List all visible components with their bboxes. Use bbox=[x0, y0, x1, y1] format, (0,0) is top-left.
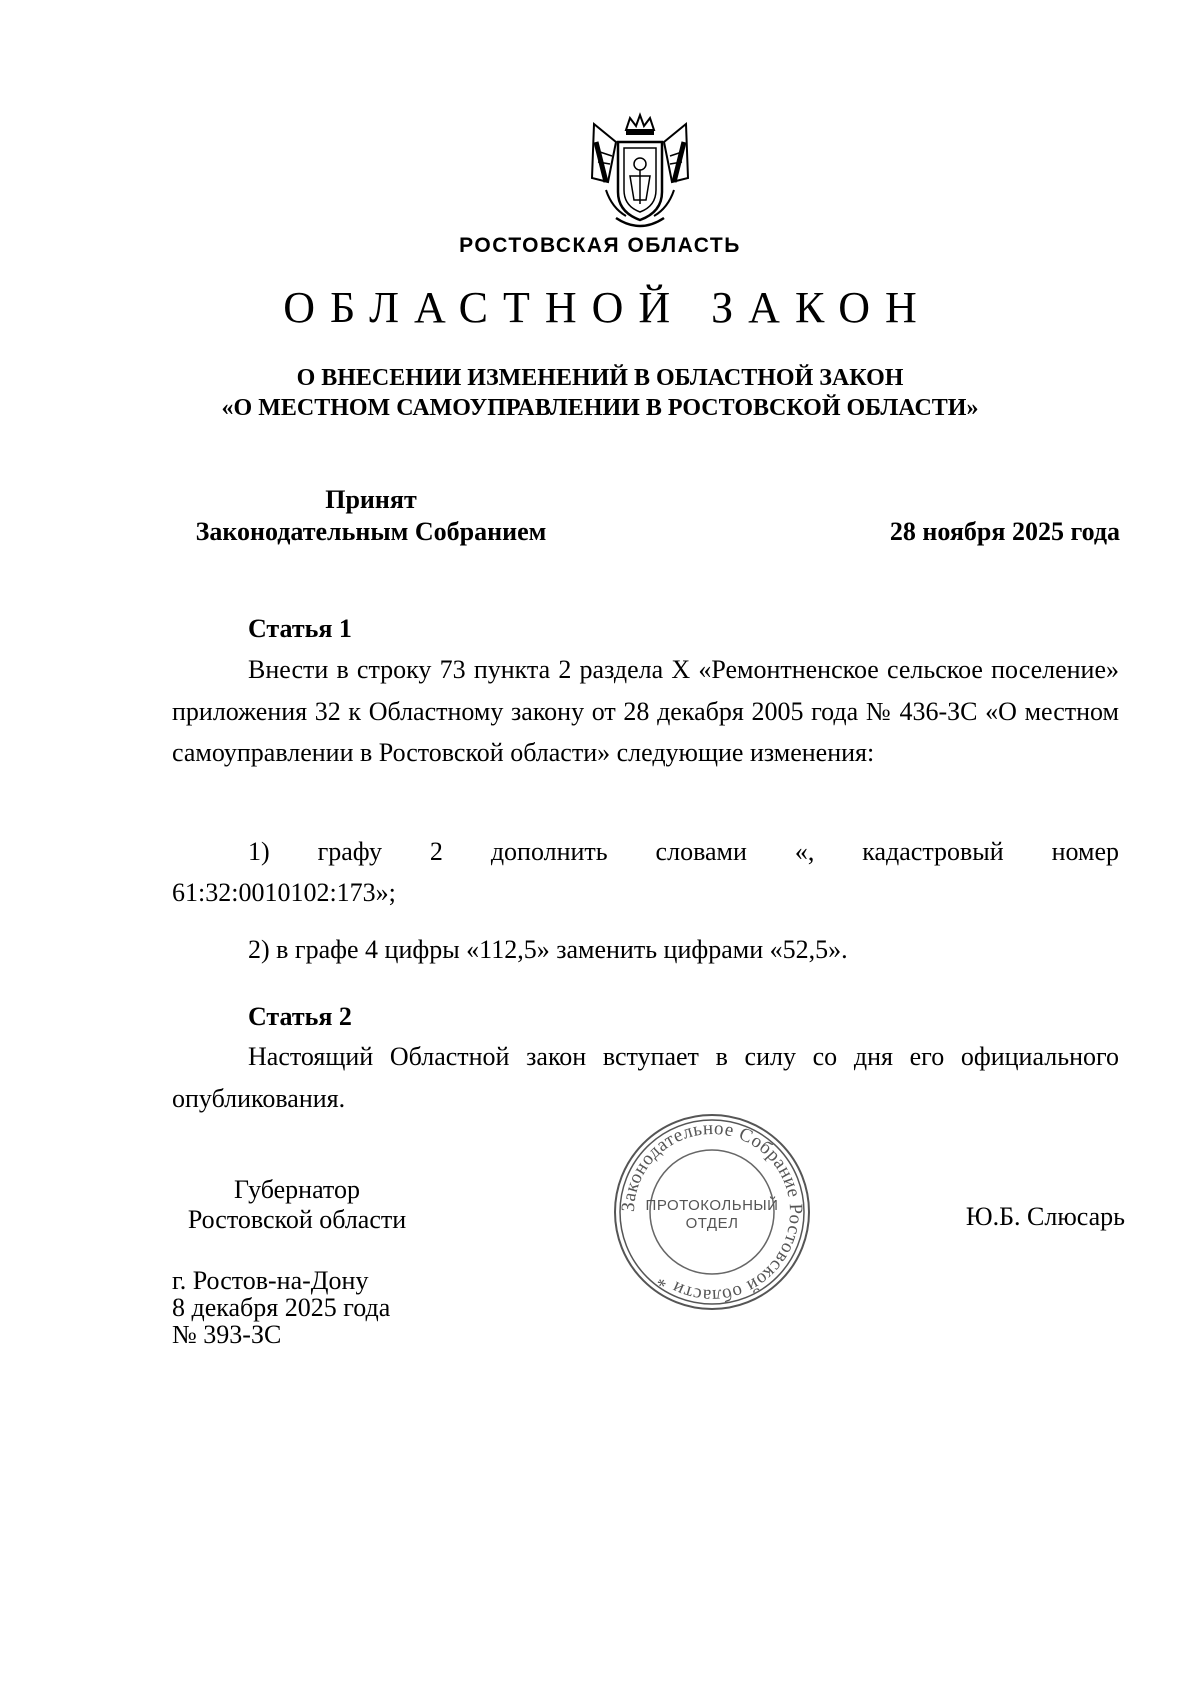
law-title bbox=[0, 363, 1200, 423]
signatory-position-line-2: Ростовской области bbox=[187, 1205, 407, 1234]
article-1-item-1-line-2: 61:32:0010102:173»; bbox=[172, 878, 396, 907]
place-city: г. Ростов-на-Дону bbox=[172, 1266, 369, 1295]
coat-of-arms-emblem bbox=[586, 112, 694, 234]
official-stamp bbox=[612, 1112, 812, 1312]
region-name: РОСТОВСКАЯ ОБЛАСТЬ bbox=[459, 234, 741, 257]
adoption-line-2: Законодательным Собранием bbox=[195, 517, 547, 546]
article-2-heading: Статья 2 bbox=[248, 1002, 352, 1031]
adoption-body bbox=[176, 484, 566, 548]
law-title-line-2: «О МЕСТНОМ САМОУПРАВЛЕНИИ В РОСТОВСКОЙ ОБЛАСТИ» bbox=[221, 395, 979, 421]
law-type-heading: ОБЛАСТНОЙ ЗАКОН bbox=[283, 283, 932, 332]
place-date-number bbox=[172, 1267, 390, 1348]
adoption-line-1: Принят bbox=[325, 485, 417, 514]
svg-text:Законодательное Собрание Росто: Законодательное Собрание Ростовской области * bbox=[617, 1117, 807, 1307]
law-title-line-1: О ВНЕСЕНИИ ИЗМЕНЕНИЙ В ОБЛАСТНОЙ ЗАКОН bbox=[296, 365, 904, 391]
signing-date: 8 декабря 2025 года bbox=[172, 1293, 391, 1322]
adoption-date: 28 ноября 2025 года bbox=[889, 517, 1120, 546]
signatory-position bbox=[172, 1175, 422, 1235]
article-1-heading: Статья 1 bbox=[248, 614, 352, 643]
law-number: № 393-ЗС bbox=[172, 1320, 282, 1349]
article-2-text: Настоящий Областной закон вступает в силу со дня его официального опубликования. bbox=[172, 1042, 1119, 1113]
stamp-center-line-2: ОТДЕЛ bbox=[685, 1215, 739, 1232]
article-1-item-2: 2) в графе 4 цифры «112,5» заменить цифрами «52,5». bbox=[248, 935, 848, 964]
stamp-center-line-1: ПРОТОКОЛЬНЫЙ bbox=[645, 1197, 779, 1214]
signatory-position-line-1: Губернатор bbox=[234, 1175, 360, 1204]
signatory-name: Ю.Б. Слюсарь bbox=[965, 1202, 1125, 1231]
article-1-item-1-line-1: 1) графу 2 дополнить словами «, кадастровый номер bbox=[248, 837, 1119, 866]
article-1-intro: Внести в строку 73 пункта 2 раздела X «Ремонтненское сельское поселение» приложения 32 к Областному закону от 28 декабря 2005 года № 436-ЗС «О местном самоуправлении в Ростовской области» следующие изменения: bbox=[172, 655, 1119, 767]
